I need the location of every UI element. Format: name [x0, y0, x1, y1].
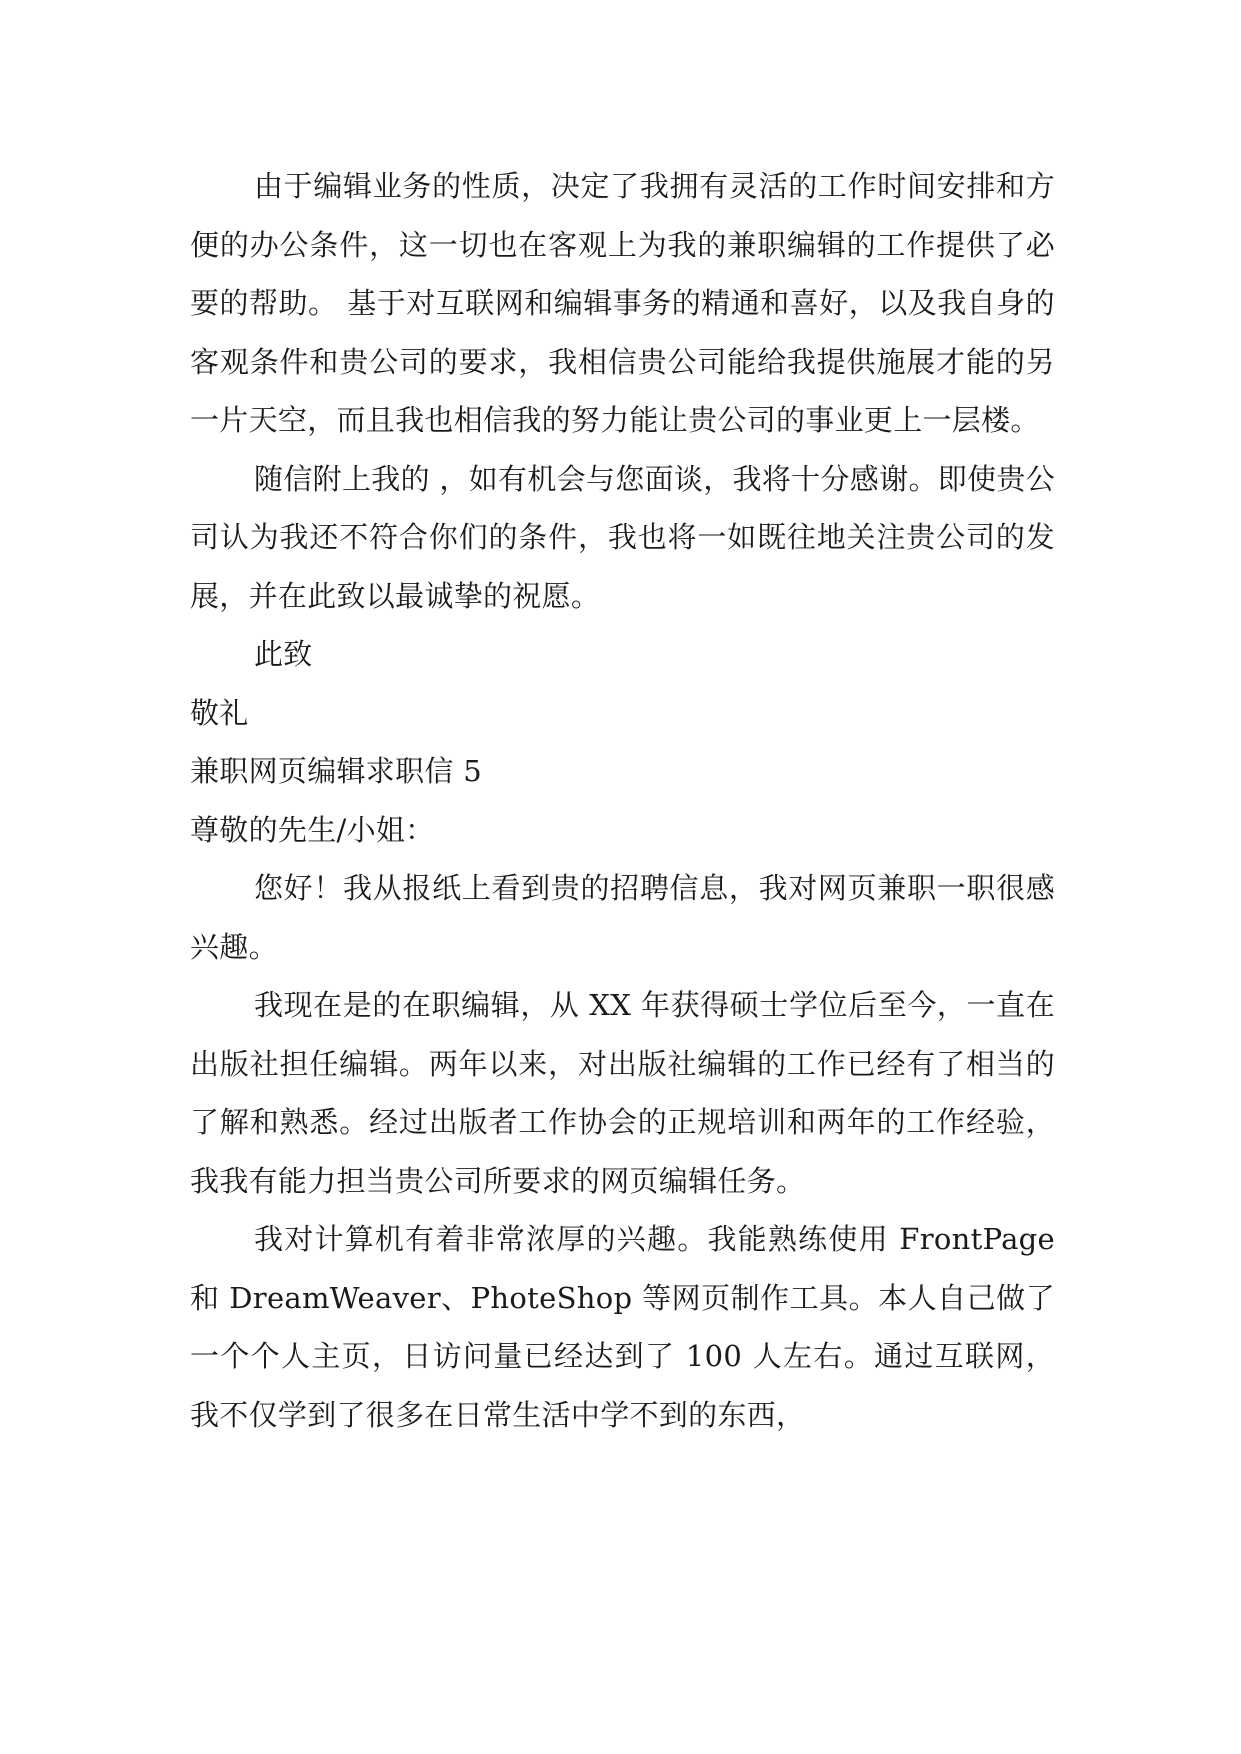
- paragraph-attachment: 随信附上我的 ，如有机会与您面谈，我将十分感谢。即使贵公司认为我还不符合你们的条件，我也将一如既往地关注贵公司的发展，并在此致以最诚挚的祝愿。: [190, 461, 1055, 613]
- document-body: [190, 157, 1055, 1444]
- closing-regards: 敬礼: [190, 695, 249, 730]
- letter-greeting: 尊敬的先生/小姐：: [190, 812, 435, 847]
- closing-salutation: 此致: [254, 637, 313, 671]
- paragraph-experience: 我现在是的在职编辑，从 XX 年获得硕士学位后至今，一直在出版社担任编辑。两年以来，对出版社编辑的工作已经有了相当的了解和熟悉。经过出版者工作协会的正规培训和两年的工作经验，我我有能力担当贵公司所要求的网页编辑任务。: [190, 988, 1055, 1198]
- letter-title: 兼职网页编辑求职信 5: [190, 754, 482, 788]
- paragraph-work-conditions: 由于编辑业务的性质，决定了我拥有灵活的工作时间安排和方便的办公条件，这一切也在客观上为我的兼职编辑的工作提供了必要的帮助。 基于对互联网和编辑事务的精通和喜好，以及我自身的客观条件和贵公司的要求，我相信贵公司能给我提供施展才能的另一片天空，而且我也相信我的努力能让贵公司的事业更上一层楼。: [190, 169, 1055, 437]
- paragraph-skills: 我对计算机有着非常浓厚的兴趣。我能熟练使用 FrontPage 和 DreamWeaver、PhoteShop 等网页制作工具。本人自己做了一个个人主页，日访问量已经达到了 100 人左右。通过互联网，我不仅学到了很多在日常生活中学不到的东西，: [190, 1222, 1055, 1432]
- paragraph-intro: 您好！我从报纸上看到贵的招聘信息，我对网页兼职一职很感兴趣。: [190, 871, 1055, 964]
